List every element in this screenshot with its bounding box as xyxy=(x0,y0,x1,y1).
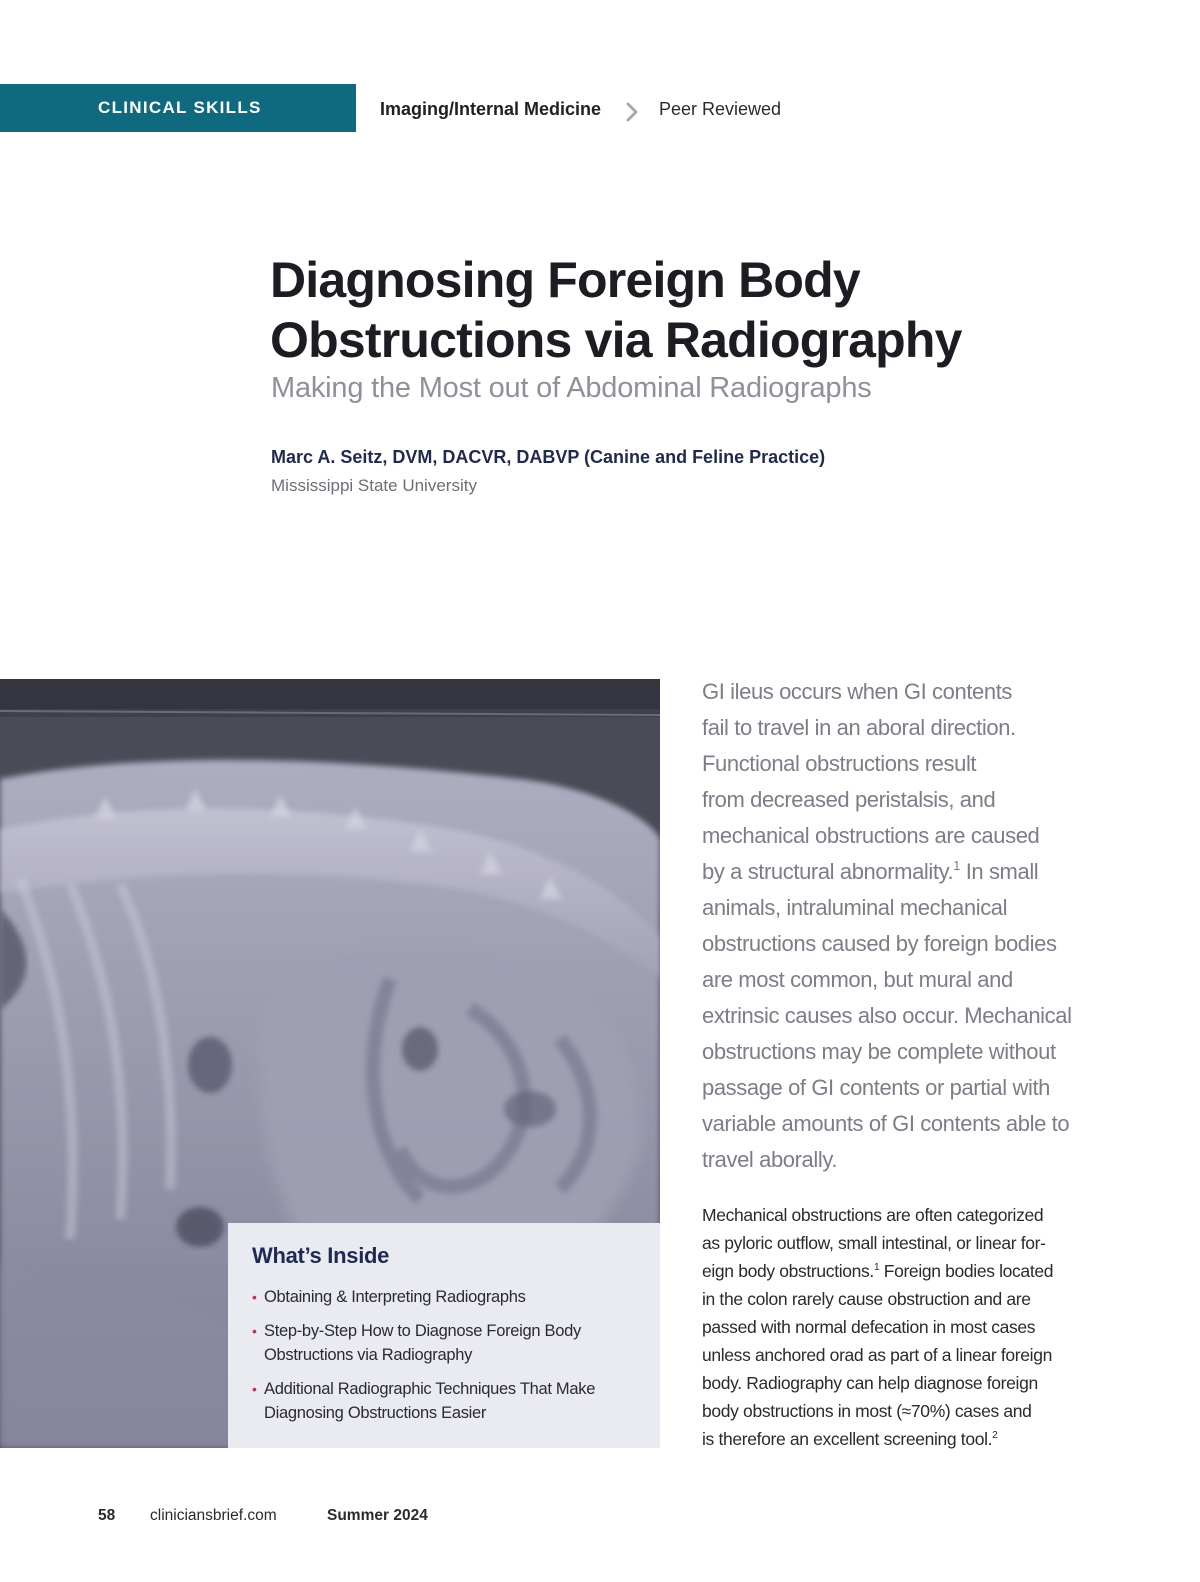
lead-line: from decreased peristalsis, and xyxy=(702,787,996,812)
body-paragraph xyxy=(702,1201,1102,1453)
citation-ref: 1 xyxy=(873,1261,880,1273)
author-affiliation: Mississippi State University xyxy=(271,476,477,495)
lead-line: passage of GI contents or partial with xyxy=(702,1075,1050,1100)
lead-line: variable amounts of GI contents able to xyxy=(702,1111,1070,1136)
lead-line: extrinsic causes also occur. Mechanical xyxy=(702,1003,1072,1028)
lead-line: animals, intraluminal mechanical xyxy=(702,895,1008,920)
lead-line: travel aborally. xyxy=(702,1147,838,1172)
lead-paragraph xyxy=(702,674,1102,1178)
list-item xyxy=(252,1319,636,1367)
lead-line: mechanical obstructions are caused xyxy=(702,823,1040,848)
whats-inside-title: What’s Inside xyxy=(252,1243,390,1268)
article-subtitle: Making the Most out of Abdominal Radiographs xyxy=(271,372,872,404)
website: cliniciansbrief.com xyxy=(150,1507,277,1524)
chevron-right-icon xyxy=(624,100,642,124)
lead-line: fail to travel in an aboral direction. xyxy=(702,715,1016,740)
list-item-text: Obtaining & Interpreting Radiographs xyxy=(264,1288,526,1306)
lead-line: are most common, but mural and xyxy=(702,967,1013,992)
body-line: passed with normal defecation in most cases xyxy=(702,1317,1036,1337)
author-name: Marc A. Seitz, DVM, DACVR, DABVP (Canine and Feline Practice) xyxy=(271,447,826,467)
article-title xyxy=(270,250,1170,370)
list-item xyxy=(252,1377,636,1425)
body-line: body. Radiography can help diagnose foreign xyxy=(702,1373,1038,1393)
body-line: body obstructions in most (≈70%) cases and xyxy=(702,1401,1032,1421)
section-label: CLINICAL SKILLS xyxy=(0,84,356,132)
whats-inside-box xyxy=(228,1223,660,1448)
list-item-text: Additional Radiographic Techniques That Make Diagnosing Obstructions Easier xyxy=(264,1380,596,1422)
lead-line: Functional obstructions result xyxy=(702,751,977,776)
body-line: unless anchored orad as part of a linear foreign xyxy=(702,1345,1052,1365)
title-line: Obstructions via Radiography xyxy=(270,312,962,368)
list-item-text: Step-by-Step How to Diagnose Foreign Body Obstructions via Radiography xyxy=(264,1322,581,1364)
lead-line: obstructions may be complete without xyxy=(702,1039,1056,1064)
citation-ref: 1 xyxy=(953,858,960,874)
page-number: 58 xyxy=(98,1507,116,1524)
bullet-icon: • xyxy=(252,1289,257,1305)
list-item xyxy=(252,1285,636,1309)
category-label: Imaging/Internal Medicine xyxy=(380,99,602,119)
lead-line: obstructions caused by foreign bodies xyxy=(702,931,1057,956)
bullet-icon: • xyxy=(252,1381,257,1397)
body-line: is therefore an excellent screening tool.$^2$ xyxy=(702,1429,998,1449)
title-line: Diagnosing Foreign Body xyxy=(270,252,860,308)
body-line: Mechanical obstructions are often categorized xyxy=(702,1205,1044,1225)
citation-ref: 2 xyxy=(992,1429,998,1441)
bullet-icon: • xyxy=(252,1323,257,1339)
review-status: Peer Reviewed xyxy=(659,99,782,119)
issue-date: Summer 2024 xyxy=(327,1507,428,1524)
lead-line: GI ileus occurs when GI contents xyxy=(702,679,1013,704)
body-line: as pyloric outflow, small intestinal, or linear for- xyxy=(702,1233,1046,1253)
body-line: in the colon rarely cause obstruction and are xyxy=(702,1289,1031,1309)
lead-line: by a structural abnormality.$^1$ In small xyxy=(702,858,1039,884)
body-line: eign body obstructions.$^1$ Foreign bodies located xyxy=(702,1261,1054,1281)
